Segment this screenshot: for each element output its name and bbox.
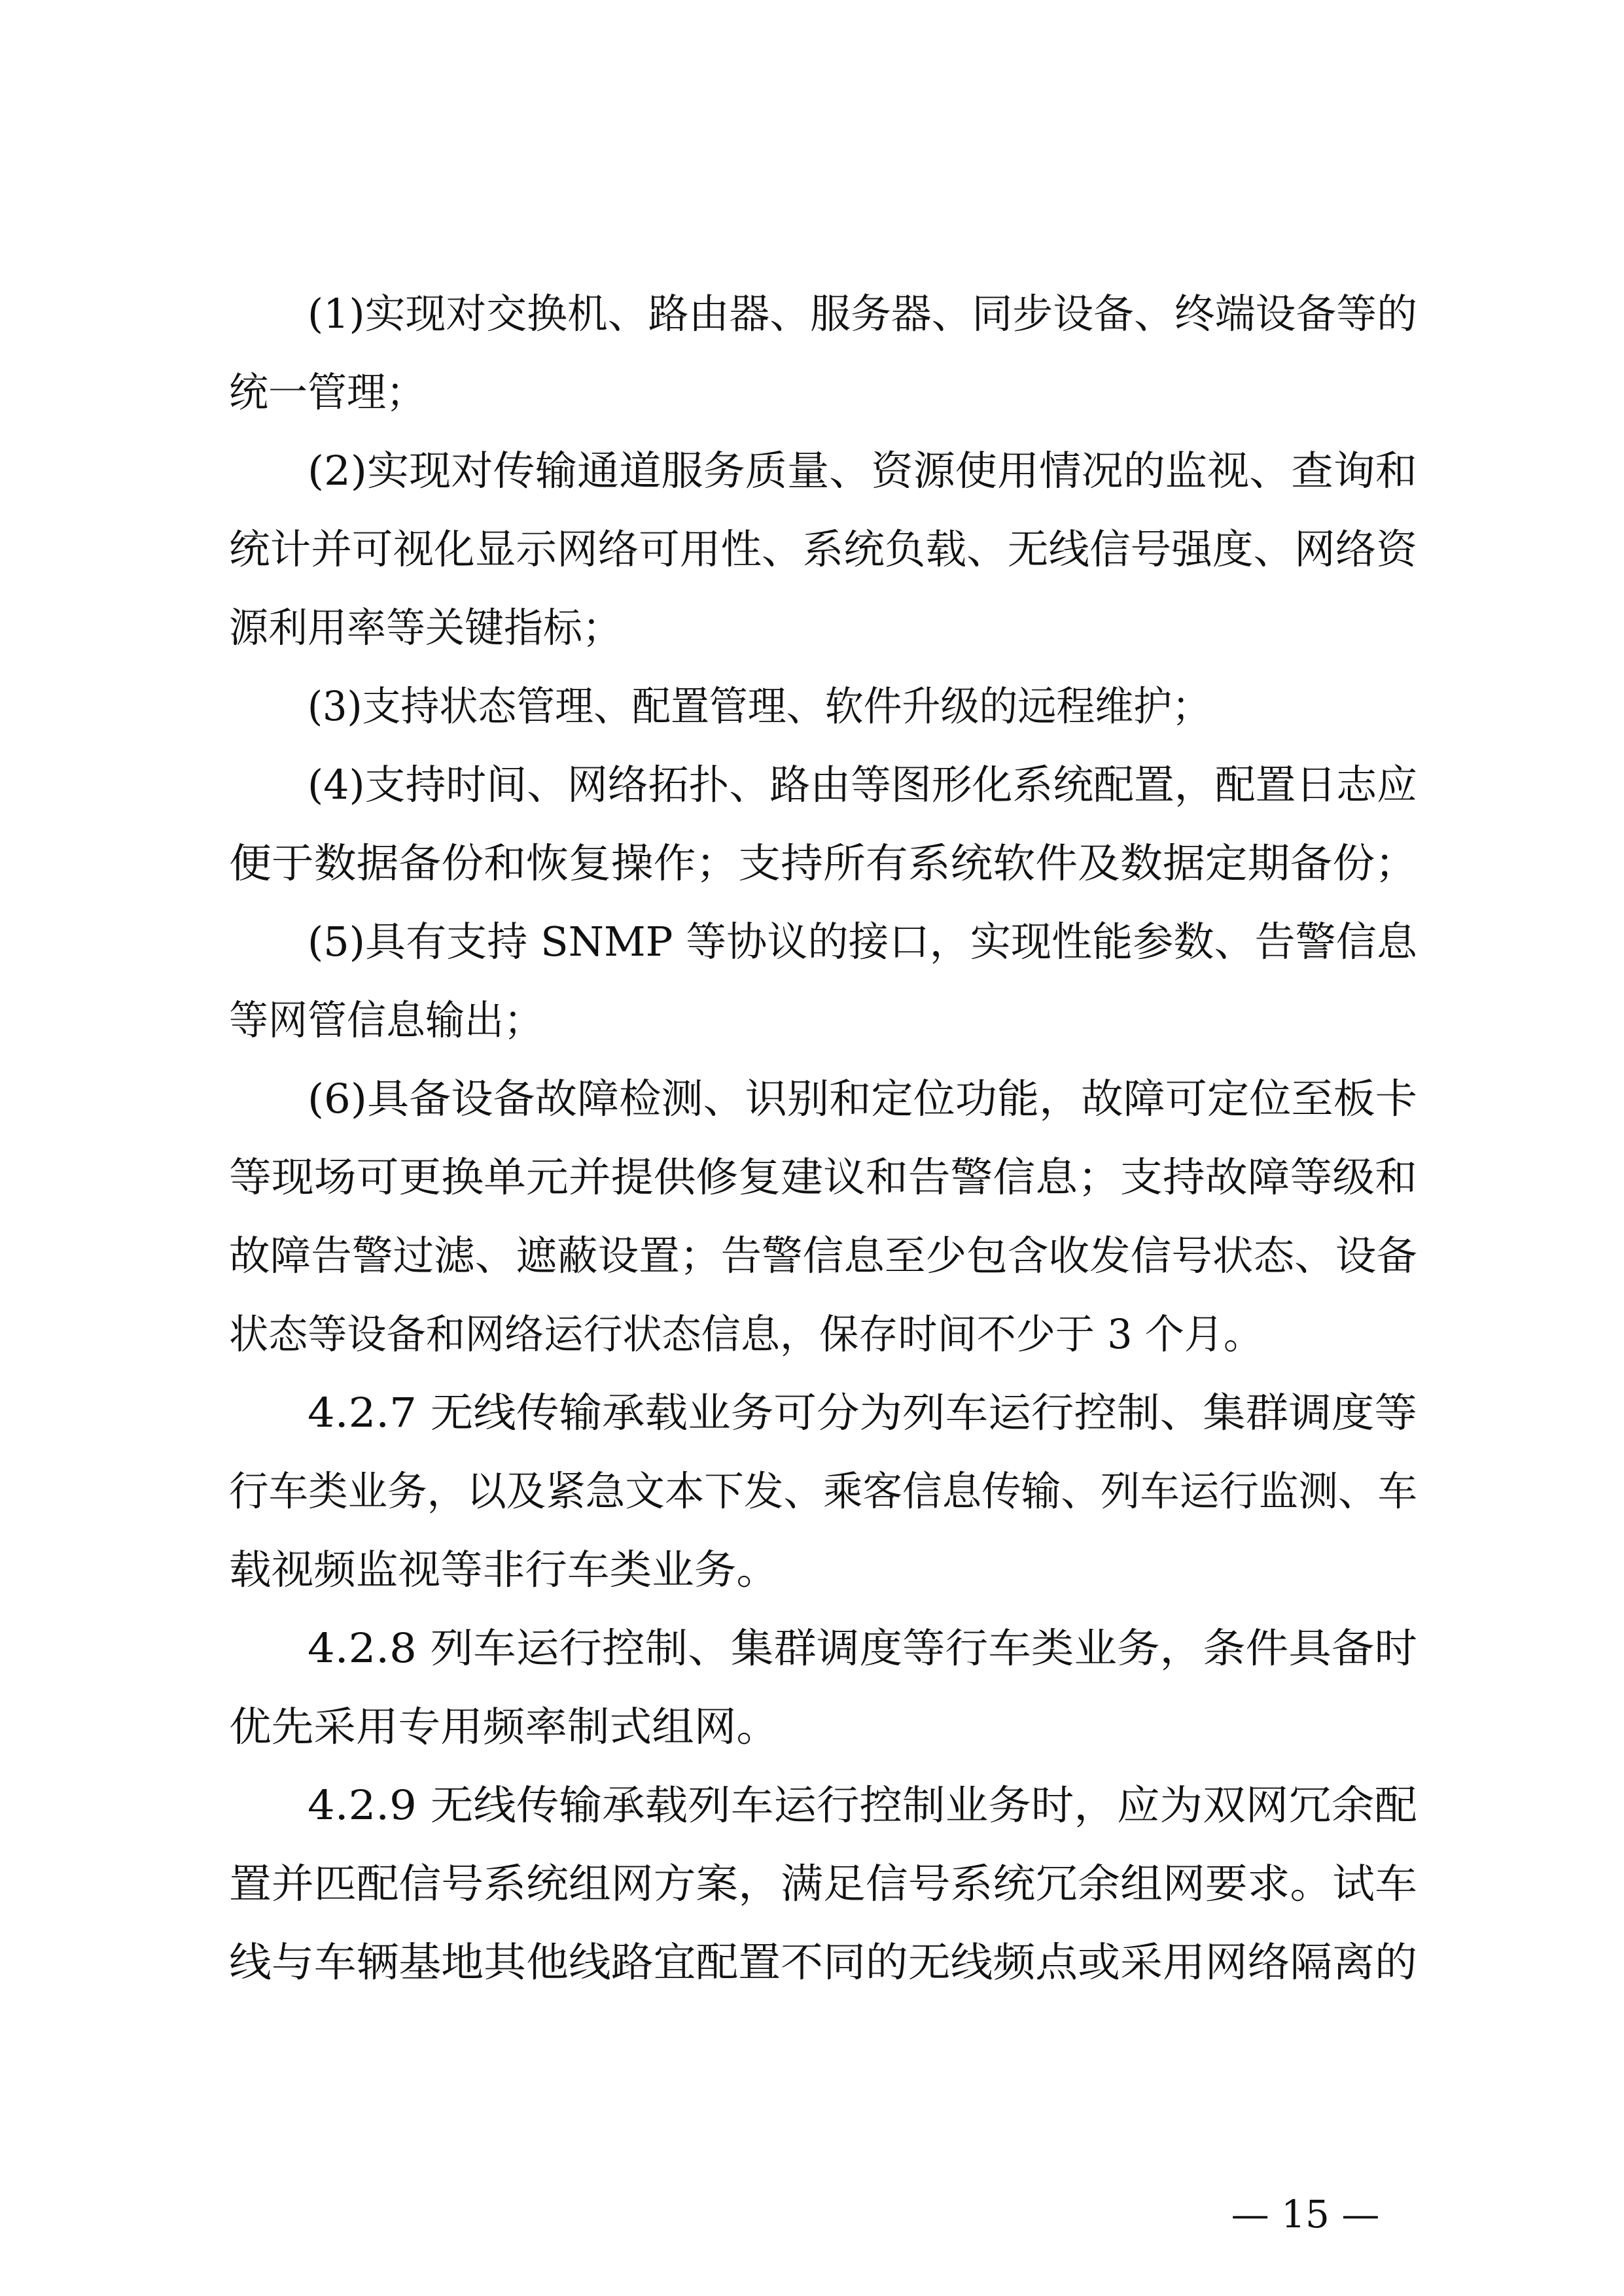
body-line-16 [0,1455,1624,1527]
body-line-8-text: 便于数据备份和恢复操作；支持所有系统软件及数据定期备份； [229,839,1417,887]
body-line-19 [0,1691,1624,1763]
body-line-7 [0,749,1624,821]
body-line-19-text: 优先采用专用频率制式组网。 [229,1703,779,1750]
page-number: — 15 — [1231,2192,1380,2236]
body-line-4-text: 统计并可视化显示网络可用性、系统负载、无线信号强度、网络资 [229,525,1417,573]
body-line-8 [0,827,1624,899]
body-line-1 [0,278,1624,350]
body-line-1-text: (1)实现对交换机、路由器、服务器、同步设备、终端设备等的 [308,290,1417,338]
body-line-9 [0,906,1624,978]
body-line-4 [0,513,1624,585]
body-line-17-text: 载视频监视等非行车类业务。 [229,1546,779,1593]
body-line-2 [0,357,1624,428]
body-line-22-text: 线与车辆基地其他线路宜配置不同的无线频点或采用网络隔离的 [229,1938,1417,1986]
body-line-6 [0,670,1624,742]
body-line-20-text: 4.2.9 无线传输承载列车运行控制业务时，应为双网冗余配 [308,1781,1417,1829]
body-line-21 [0,1848,1624,1920]
body-line-3 [0,435,1624,507]
body-line-11 [0,1063,1624,1135]
body-line-22 [0,1926,1624,1998]
body-line-20 [0,1769,1624,1841]
body-line-13-text: 故障告警过滤、遮蔽设置；告警信息至少包含收发信号状态、设备 [229,1232,1417,1279]
body-line-14-text: 状态等设备和网络运行状态信息，保存时间不少于 3 个月。 [229,1310,1263,1358]
body-line-18-text: 4.2.8 列车运行控制、集群调度等行车类业务，条件具备时 [308,1624,1417,1672]
body-line-2-text: 统一管理； [229,368,425,416]
body-line-13 [0,1220,1624,1292]
body-line-17 [0,1534,1624,1606]
body-line-18 [0,1612,1624,1684]
body-line-5 [0,592,1624,664]
body-line-5-text: 源利用率等关键指标； [229,604,622,652]
body-line-12 [0,1141,1624,1213]
body-line-14 [0,1298,1624,1370]
body-line-6-text: (3)支持状态管理、配置管理、软件升级的远程维护； [308,682,1210,730]
body-line-15-text: 4.2.7 无线传输承载业务可分为列车运行控制、集群调度等 [308,1389,1417,1436]
body-line-16-text: 行车类业务，以及紧急文本下发、乘客信息传输、列车运行监测、车 [229,1467,1417,1515]
body-line-10 [0,984,1624,1056]
body-line-7-text: (4)支持时间、网络拓扑、路由等图形化系统配置，配置日志应 [308,761,1417,809]
body-line-15 [0,1377,1624,1449]
body-line-12-text: 等现场可更换单元并提供修复建议和告警信息；支持故障等级和 [229,1153,1417,1201]
body-line-11-text: (6)具备设备故障检测、识别和定位功能，故障可定位至板卡 [308,1075,1417,1122]
body-line-21-text: 置并匹配信号系统组网方案，满足信号系统冗余组网要求。试车 [229,1860,1417,1907]
body-line-9-text: (5)具有支持 SNMP 等协议的接口，实现性能参数、告警信息 [308,918,1417,965]
body-line-10-text: 等网管信息输出； [229,996,543,1044]
body-line-3-text: (2)实现对传输通道服务质量、资源使用情况的监视、查询和 [308,447,1417,495]
